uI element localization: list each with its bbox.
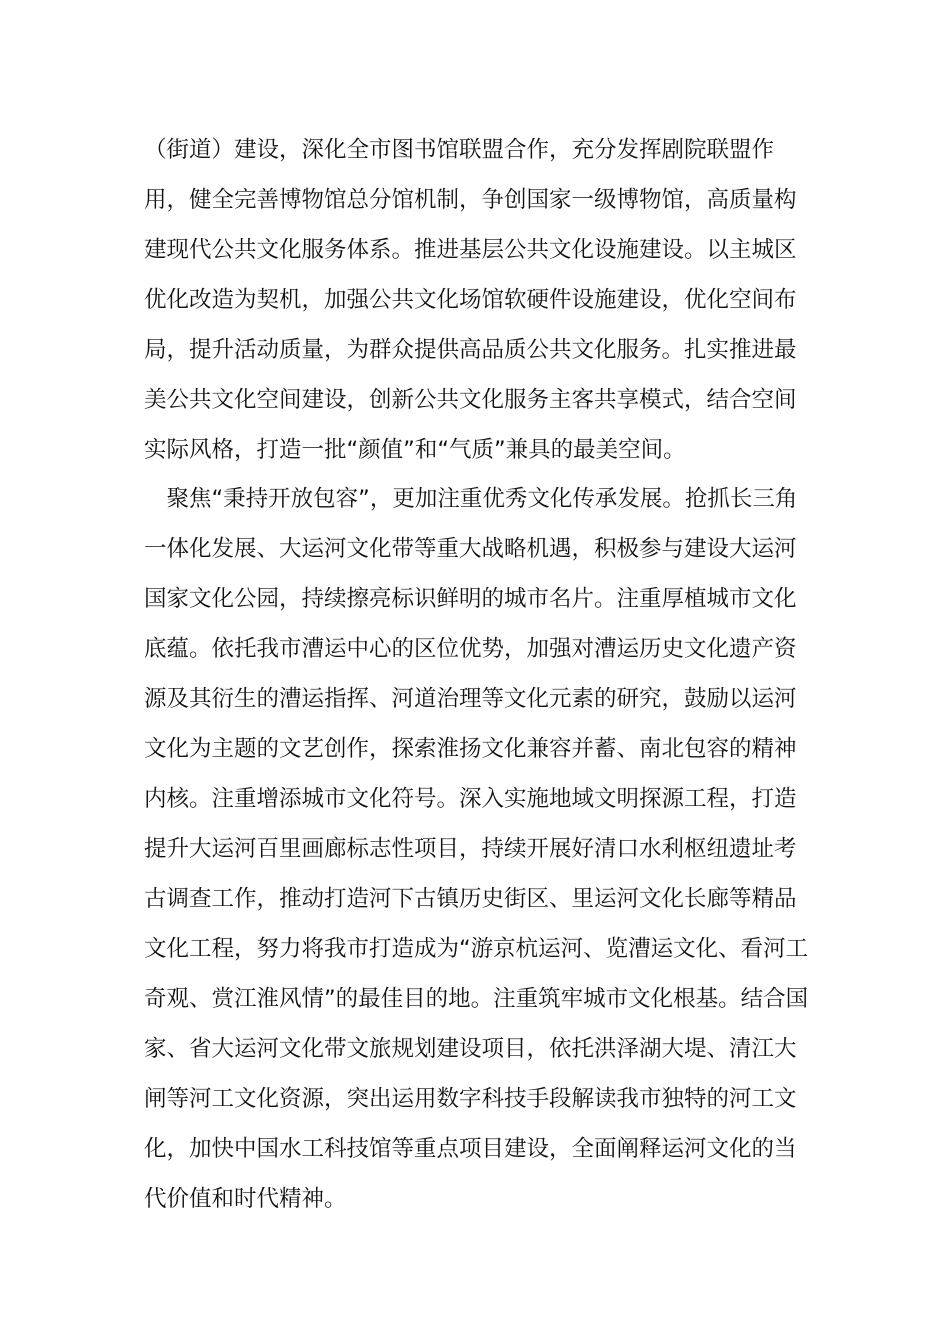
paragraph-line: 聚焦“秉持开放包容”，更加注重优秀文化传承发展。抢抓长三角 <box>144 486 798 512</box>
paragraph-line: 闸等河工文化资源，突出运用数字科技手段解读我市独特的河工文 <box>144 1086 797 1112</box>
paragraph-line: 优化改造为契机，加强公共文化场馆软硬件设施建设，优化空间布 <box>144 287 797 313</box>
paragraph-line: 奇观、赏江淮风情”的最佳目的地。注重筑牢城市文化根基。结合国 <box>144 986 809 1012</box>
paragraph-line: 局，提升活动质量，为群众提供高品质公共文化服务。扎实推进最 <box>144 337 797 363</box>
paragraph-1 <box>144 130 808 480</box>
paragraph-line: 文化为主题的文艺创作，探索淮扬文化兼容并蓄、南北包容的精神 <box>144 736 797 762</box>
paragraph-line: 代价值和时代精神。 <box>144 1186 347 1212</box>
paragraph-line: （街道）建设，深化全市图书馆联盟合作，充分发挥剧院联盟作 <box>144 137 775 163</box>
paragraph-line: 一体化发展、大运河文化带等重大战略机遇，积极参与建设大运河 <box>144 536 797 562</box>
paragraph-line: 国家文化公园，持续擦亮标识鲜明的城市名片。注重厚植城市文化 <box>144 586 797 612</box>
paragraph-line: 提升大运河百里画廊标志性项目，持续开展好清口水利枢纽遗址考 <box>144 836 797 862</box>
paragraph-line: 内核。注重增添城市文化符号。深入实施地域文明探源工程，打造 <box>144 786 797 812</box>
paragraph-line: 古调查工作，推动打造河下古镇历史街区、里运河文化长廊等精品 <box>144 886 797 912</box>
paragraph-line: 实际风格，打造一批“颜值”和“气质”兼具的最美空间。 <box>144 437 686 463</box>
paragraph-line: 美公共文化空间建设，创新公共文化服务主客共享模式，结合空间 <box>144 387 797 413</box>
paragraph-line: 源及其衍生的漕运指挥、河道治理等文化元素的研究，鼓励以运河 <box>144 686 797 712</box>
paragraph-line: 家、省大运河文化带文旅规划建设项目，依托洪泽湖大堤、清江大 <box>144 1036 797 1062</box>
paragraph-2 <box>144 479 808 1229</box>
paragraph-line: 用，健全完善博物馆总分馆机制，争创国家一级博物馆，高质量构 <box>144 187 797 213</box>
paragraph-line: 底蕴。依托我市漕运中心的区位优势，加强对漕运历史文化遗产资 <box>144 636 797 662</box>
paragraph-line: 建现代公共文化服务体系。推进基层公共文化设施建设。以主城区 <box>144 237 797 263</box>
paragraph-line: 文化工程，努力将我市打造成为“游京杭运河、览漕运文化、看河工 <box>144 936 809 962</box>
paragraph-line: 化，加快中国水工科技馆等重点项目建设，全面阐释运河文化的当 <box>144 1136 797 1162</box>
